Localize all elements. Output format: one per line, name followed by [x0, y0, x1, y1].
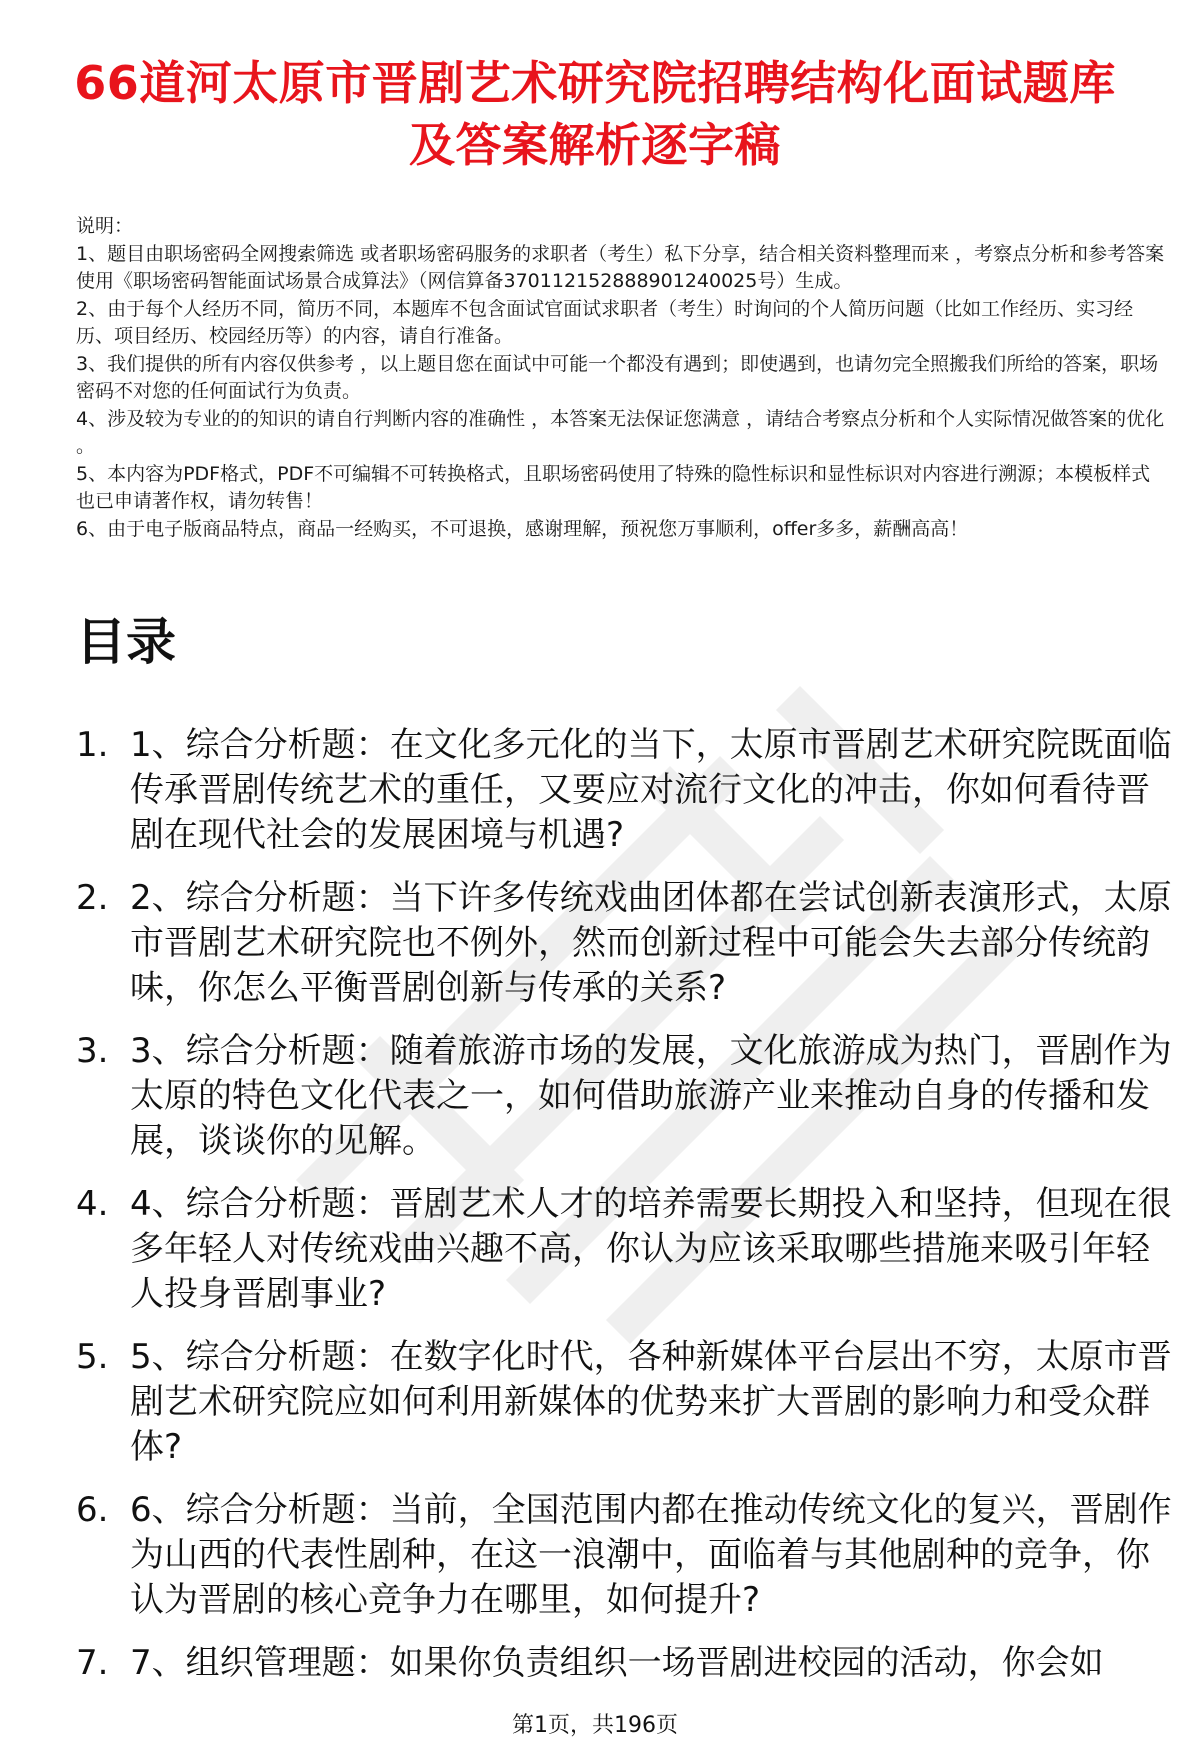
toc-item-text: 4、综合分析题：晋剧艺术人才的培养需要长期投入和坚持，但现在很多年轻人对传统戏曲兴趣不高，你认为应该采取哪些措施来吸引年轻人投身晋剧事业?	[130, 1184, 1172, 1314]
toc-item-text: 6、综合分析题：当前，全国范围内都在推动传统文化的复兴，晋剧作为山西的代表性剧种，在这一浪潮中，面临着与其他剧种的竞争，你认为晋剧的核心竞争力在哪里，如何提升?	[130, 1490, 1172, 1620]
note-item: 1、题目由职场密码全网搜索筛选 或者职场密码服务的求职者（考生）私下分享，结合相关资料整理而来 ，考察点分析和参考答案使用《职场密码智能面试场景合成算法》（网信算备370112152888901240025号）生成。	[76, 242, 1165, 292]
toc-item-number: 3.	[76, 1031, 109, 1071]
toc-item-number: 5.	[76, 1337, 109, 1377]
toc-heading: 目录	[76, 613, 176, 671]
note-item: 2、由于每个人经历不同，简历不同，本题库不包含面试官面试求职者（考生）时询问的个人简历问题（比如工作经历、实习经历、项目经历、校园经历等）的内容，请自行准备。	[76, 297, 1134, 347]
toc-item[interactable]	[76, 876, 1176, 1011]
toc-item-text: 7、组织管理题：如果你负责组织一场晋剧进校园的活动，你会如	[130, 1643, 1104, 1683]
page-footer: 第1页，共196页	[512, 1713, 678, 1738]
note-item: 6、由于电子版商品特点，商品一经购买，不可退换，感谢理解，预祝您万事顺利，offer多多，薪酬高高！	[76, 517, 969, 540]
table-of-contents	[76, 723, 1176, 1704]
toc-item-number: 7.	[76, 1643, 109, 1683]
document-title: 66道河太原市晋剧艺术研究院招聘结构化面试题库及答案解析逐字稿	[74, 56, 1116, 172]
toc-item[interactable]	[76, 1182, 1176, 1317]
toc-item-number: 6.	[76, 1490, 109, 1530]
note-item: 4、涉及较为专业的的知识的请自行判断内容的准确性 ，本答案无法保证您满意 ，请结合考察点分析和个人实际情况做答案的优化 。	[76, 407, 1165, 457]
toc-item-text: 1、综合分析题：在文化多元化的当下，太原市晋剧艺术研究院既面临传承晋剧传统艺术的重任，又要应对流行文化的冲击，你如何看待晋剧在现代社会的发展困境与机遇?	[130, 725, 1172, 855]
toc-item-text: 2、综合分析题：当下许多传统戏曲团体都在尝试创新表演形式，太原市晋剧艺术研究院也不例外，然而创新过程中可能会失去部分传统韵味，你怎么平衡晋剧创新与传承的关系?	[130, 878, 1172, 1008]
note-item: 3、我们提供的所有内容仅供参考 ，以上题目您在面试中可能一个都没有遇到；即使遇到，也请勿完全照搬我们所给的答案，职场密码不对您的任何面试行为负责。	[76, 352, 1159, 402]
toc-item[interactable]	[76, 1029, 1176, 1164]
toc-item[interactable]	[76, 723, 1176, 858]
toc-item[interactable]	[76, 1335, 1176, 1470]
toc-item-number: 2.	[76, 878, 109, 918]
notes-section	[76, 213, 1166, 543]
toc-item[interactable]	[76, 1488, 1176, 1623]
toc-item-text: 3、综合分析题：随着旅游市场的发展，文化旅游成为热门，晋剧作为太原的特色文化代表之一，如何借助旅游产业来推动自身的传播和发展，谈谈你的见解。	[130, 1031, 1172, 1161]
toc-item[interactable]	[76, 1641, 1176, 1686]
notes-heading: 说明：	[76, 215, 134, 237]
toc-item-number: 1.	[76, 725, 109, 765]
toc-item-number: 4.	[76, 1184, 109, 1224]
toc-item-text: 5、综合分析题：在数字化时代，各种新媒体平台层出不穷，太原市晋剧艺术研究院应如何利用新媒体的优势来扩大晋剧的影响力和受众群体?	[130, 1337, 1172, 1467]
note-item: 5、本内容为PDF格式，PDF不可编辑不可转换格式，且职场密码使用了特殊的隐性标识和显性标识对内容进行溯源；本模板样式也已申请著作权，请勿转售！	[76, 462, 1151, 512]
